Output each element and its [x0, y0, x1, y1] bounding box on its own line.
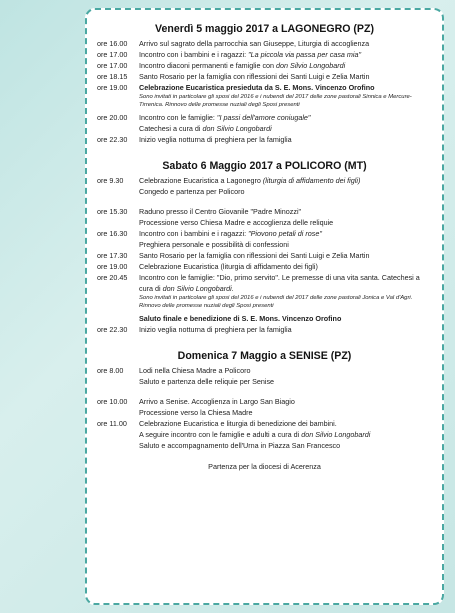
event-time: ore 8.00 — [97, 366, 124, 376]
schedule-row — [97, 49, 432, 60]
event-time: ore 22.30 — [97, 325, 128, 335]
event-time — [97, 186, 139, 197]
event-time: ore 20.00 — [97, 113, 128, 123]
event-emphasis: don Silvio Longobardi — [276, 61, 346, 70]
schedule-row — [97, 365, 432, 376]
event-description — [139, 186, 432, 197]
schedule-row — [97, 60, 432, 71]
event-time — [97, 429, 139, 440]
event-description — [139, 175, 432, 186]
event-time — [97, 239, 139, 250]
event-description — [139, 82, 432, 93]
event-text: Catechesi a cura di — [139, 124, 203, 134]
closing-note: Partenza per la diocesi di Acerenza — [208, 462, 321, 472]
day-title: Sabato 6 Maggio 2017 a POLICORO (MT) — [162, 160, 367, 173]
schedule-row — [97, 82, 432, 93]
event-description — [139, 112, 432, 123]
event-description — [139, 272, 432, 294]
row-spacer — [97, 387, 432, 396]
schedule-row — [97, 123, 432, 134]
event-emphasis: don Silvio Longobardi. — [162, 284, 234, 294]
event-description — [139, 396, 432, 407]
event-emphasis: "La piccola via passa per casa mia" — [248, 50, 362, 59]
event-description — [139, 418, 432, 429]
event-note: Sono invitati in particolare gli sposi del 2016 e i nubendi del 2017 delle zone pastorali Jonica e Val d'Agri. Rinnovo delle promesse nuziali degli Sposi presenti — [139, 295, 413, 309]
event-description — [139, 429, 432, 440]
event-description — [139, 440, 432, 451]
event-emphasis: don Silvio Longobardi — [301, 430, 371, 440]
event-time: ore 16.00 — [97, 39, 128, 48]
schedule-row — [97, 376, 432, 387]
schedule-row — [97, 112, 432, 123]
event-text: A seguire incontro con le famiglie e adulti a cura di — [139, 430, 302, 440]
event-text: Arrivo a Senise. Accoglienza in Largo San Biagio — [139, 397, 295, 407]
event-description — [139, 407, 432, 418]
event-time: ore 17.00 — [97, 61, 128, 70]
schedule-row — [97, 396, 432, 407]
event-note: Sono invitati in particolare gli sposi del 2016 e i nubendi del 2017 delle zone pastorali Sinnica e Mercure-Tirrenica. Rinnovo delle promesse nuziali degli Sposi presenti — [139, 94, 412, 108]
event-time — [97, 123, 139, 134]
event-text: Celebrazione Eucaristica presieduta da S. E. Mons. Vincenzo Orofino — [139, 83, 375, 92]
event-text: Celebrazione Eucaristica e liturgia di benedizione dei bambini. — [139, 419, 337, 429]
program-card — [85, 8, 444, 605]
event-description — [139, 239, 432, 250]
event-text: Saluto e partenza delle reliquie per Senise — [139, 377, 275, 387]
event-time — [97, 407, 139, 418]
schedule-row — [97, 239, 432, 250]
schedule-row — [97, 429, 432, 440]
event-time: ore 20.45 — [97, 273, 128, 283]
schedule-row — [97, 228, 432, 239]
schedule-row — [97, 272, 432, 294]
event-description — [139, 206, 432, 217]
schedule-row — [97, 261, 432, 272]
event-text: Lodi nella Chiesa Madre a Policoro — [139, 366, 251, 376]
event-text: Processione verso Chiesa Madre e accoglienza delle reliquie — [139, 218, 334, 228]
schedule-row — [97, 313, 432, 324]
event-description — [139, 365, 432, 376]
event-text: Saluto e accompagnamento dell'Urna in Piazza San Francesco — [139, 441, 341, 451]
event-time: ore 18.15 — [97, 72, 128, 81]
schedule-row — [97, 71, 432, 82]
event-time: ore 16.30 — [97, 229, 128, 239]
event-description — [139, 38, 432, 49]
event-description — [139, 250, 432, 261]
event-description — [139, 49, 432, 60]
event-text: Incontro con i bambini e i ragazzi: — [139, 229, 249, 239]
event-text: Saluto finale e benedizione di S. E. Mons. Vincenzo Orofino — [139, 314, 342, 324]
schedule-row — [97, 175, 432, 186]
event-time: ore 19.00 — [97, 83, 128, 92]
event-text: Arrivo sul sagrato della parrocchia san Giuseppe, Liturgia di accoglienza — [139, 39, 370, 48]
event-emphasis: "Piovono petali di rose" — [248, 229, 322, 239]
event-description — [139, 71, 432, 82]
event-text: Celebrazione Eucaristica (liturgia di affidamento dei figli) — [139, 262, 318, 272]
schedule-row — [97, 134, 432, 145]
event-text: Incontro con i bambini e i ragazzi: — [139, 50, 249, 59]
event-time — [97, 313, 139, 324]
event-text: Santo Rosario per la famiglia con riflessioni dei Santi Luigi e Zelia Martin — [139, 72, 370, 81]
event-text: Incontro con le famiglie: "Dio, primo servito". Le premesse di una vita santa. Catechesi a cura di — [139, 273, 420, 294]
event-description — [139, 228, 432, 239]
row-spacer — [97, 197, 432, 206]
schedule-row — [97, 38, 432, 49]
event-text: Preghiera personale e possibilità di confessioni — [139, 240, 289, 250]
event-text: Incontro con le famiglie: — [139, 113, 217, 123]
schedule-row — [97, 407, 432, 418]
section-spacer — [97, 335, 432, 349]
event-description — [139, 324, 432, 335]
event-emphasis: (liturgia di affidamento dei figli) — [262, 176, 361, 186]
day-title: Domenica 7 Maggio a SENISE (PZ) — [177, 350, 352, 363]
section-spacer — [97, 145, 432, 159]
event-time: ore 19.00 — [97, 262, 128, 272]
schedule-row — [97, 418, 432, 429]
event-time — [97, 440, 139, 451]
day-title: Venerdì 5 maggio 2017 a LAGONEGRO (PZ) — [155, 23, 374, 35]
event-text: Celebrazione Eucaristica a Lagonegro — [139, 176, 263, 186]
event-time: ore 17.30 — [97, 251, 128, 261]
event-time — [97, 376, 139, 387]
event-description — [139, 123, 432, 134]
event-emphasis: don Silvio Longobardi — [202, 124, 272, 134]
event-time: ore 10.00 — [97, 397, 128, 407]
event-text: Santo Rosario per la famiglia con riflessioni dei Santi Luigi e Zelia Martin — [139, 251, 370, 261]
schedule-row — [97, 206, 432, 217]
event-time: ore 9.30 — [97, 176, 124, 186]
event-time — [97, 217, 139, 228]
event-time: ore 17.00 — [97, 50, 128, 59]
event-description — [139, 313, 432, 324]
event-description — [139, 261, 432, 272]
event-text: Inizio veglia notturna di preghiera per la famiglia — [139, 325, 292, 335]
event-text: Inizio veglia notturna di preghiera per la famiglia — [139, 135, 292, 145]
event-description — [139, 217, 432, 228]
event-time: ore 11.00 — [97, 419, 127, 429]
event-text: Congedo e partenza per Policoro — [139, 187, 245, 197]
event-description — [139, 376, 432, 387]
schedule-row — [97, 186, 432, 197]
schedule-row — [97, 440, 432, 451]
event-text: Processione verso la Chiesa Madre — [139, 408, 253, 418]
event-time: ore 15.30 — [97, 207, 128, 217]
schedule-row — [97, 324, 432, 335]
schedule-row — [97, 217, 432, 228]
event-description — [139, 134, 432, 145]
event-emphasis: "I passi dell'amore coniugale" — [216, 113, 311, 123]
event-text: Raduno presso il Centro Giovanile "Padre Minozzi" — [139, 207, 302, 217]
schedule-row — [97, 250, 432, 261]
event-time: ore 22.30 — [97, 135, 128, 145]
event-text: Incontro diaconi permanenti e famiglie con — [139, 61, 277, 70]
event-description — [139, 60, 432, 71]
